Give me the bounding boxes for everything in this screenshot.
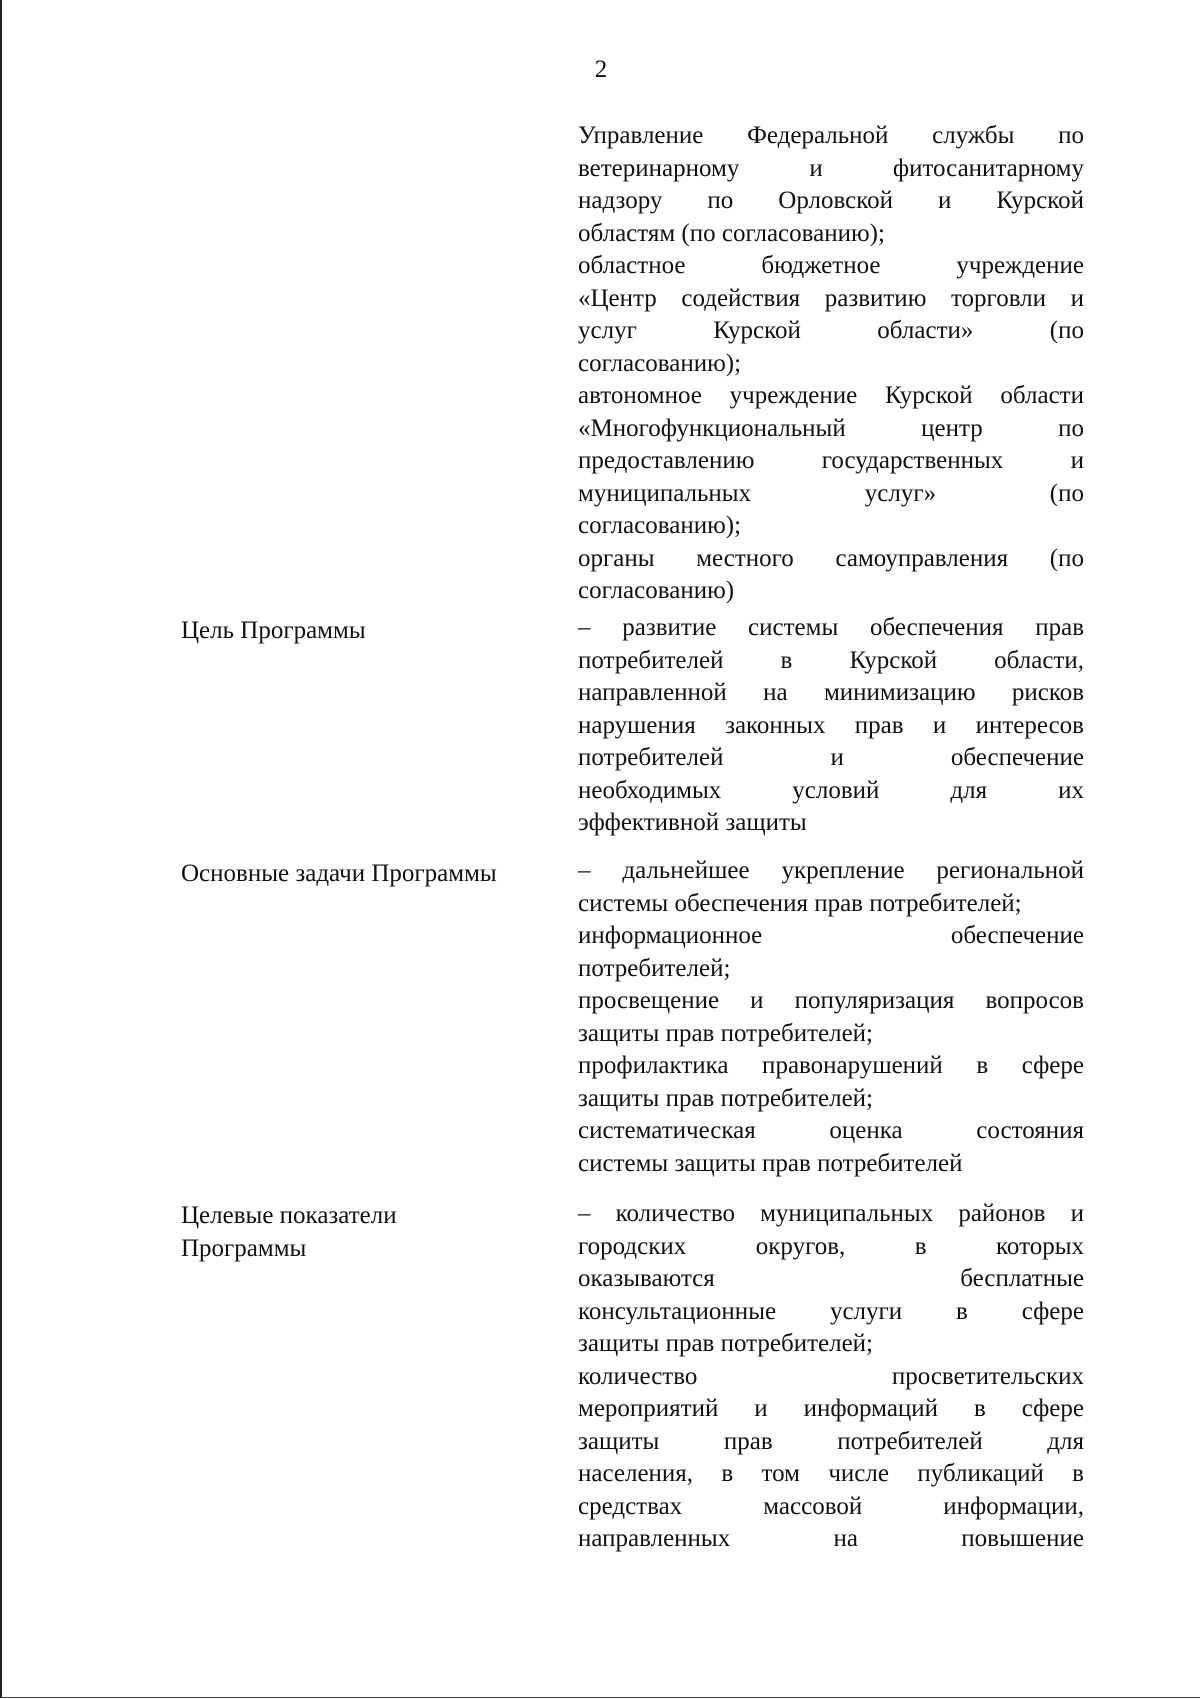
text-line: услуг Курской области» (по bbox=[578, 317, 1084, 344]
text-line: оказываются бесплатные bbox=[578, 1265, 1084, 1292]
text-line: количество просветительских bbox=[578, 1362, 1084, 1390]
text-line: – количество муниципальных районов и bbox=[578, 1200, 1084, 1227]
text-line: – развитие системы обеспечения прав bbox=[578, 614, 1084, 641]
participant-paragraph bbox=[578, 120, 1084, 250]
text-line: направленных на повышение bbox=[578, 1525, 1084, 1552]
text-line: системы защиты прав потребителей bbox=[578, 1149, 963, 1177]
text-line: Управление Федеральной службы по bbox=[578, 122, 1084, 149]
goal-text bbox=[578, 612, 1084, 840]
text-line: мероприятий и информаций в сфере bbox=[578, 1395, 1084, 1422]
text-line: согласованию); bbox=[578, 349, 742, 377]
text-line: просвещение и популяризация вопросов bbox=[578, 987, 1084, 1014]
page-number: 2 bbox=[594, 56, 608, 83]
task-paragraph bbox=[578, 855, 1084, 920]
text-line: областям (по согласованию); bbox=[578, 219, 885, 247]
text-line: надзору по Орловской и Курской bbox=[578, 187, 1084, 214]
text-line: направленной на минимизацию рисков bbox=[578, 679, 1084, 706]
text-line: предоставлению государственных и bbox=[578, 447, 1084, 474]
label-line: Целевые показатели bbox=[181, 1202, 397, 1229]
text-line: «Многофункциональный центр по bbox=[578, 414, 1084, 442]
participants-list bbox=[578, 120, 1084, 608]
text-line: информационное обеспечение bbox=[578, 922, 1084, 949]
text-line: согласованию); bbox=[578, 512, 742, 539]
label-line: Программы bbox=[181, 1234, 307, 1262]
participant-paragraph bbox=[578, 380, 1084, 543]
text-line: средствах массовой информации, bbox=[578, 1492, 1084, 1520]
text-line: муниципальных услуг» (по bbox=[578, 479, 1084, 507]
task-paragraph bbox=[578, 985, 1084, 1050]
task-paragraph bbox=[578, 1115, 1084, 1180]
text-line: ветеринарному и фитосанитарному bbox=[578, 154, 1084, 182]
tasks-text bbox=[578, 855, 1084, 1180]
text-line: согласованию) bbox=[578, 577, 735, 604]
text-line: защиты прав потребителей; bbox=[578, 1330, 873, 1357]
text-line: систематическая оценка состояния bbox=[578, 1117, 1084, 1144]
text-line: защиты прав потребителей; bbox=[578, 1019, 873, 1047]
text-line: городских округов, в которых bbox=[578, 1232, 1084, 1260]
text-line: населения, в том числе публикаций в bbox=[578, 1460, 1084, 1487]
text-line: нарушения законных прав и интересов bbox=[578, 711, 1084, 739]
text-line: потребителей в Курской области, bbox=[578, 646, 1084, 674]
indicator-paragraph bbox=[578, 1361, 1084, 1556]
section-label-goal: Цель Программы bbox=[181, 617, 366, 644]
text-line: областное бюджетное учреждение bbox=[578, 252, 1084, 279]
text-line: системы обеспечения прав потребителей; bbox=[578, 889, 1022, 917]
text-line: защиты прав потребителей; bbox=[578, 1084, 873, 1112]
text-line: – дальнейшее укрепление региональной bbox=[578, 857, 1084, 884]
section-label-tasks: Основные задачи Программы bbox=[181, 860, 497, 887]
text-line: потребителей; bbox=[578, 954, 731, 982]
text-line: автономное учреждение Курской области bbox=[578, 382, 1084, 409]
goal-paragraph bbox=[578, 612, 1084, 840]
text-line: профилактика правонарушений в сфере bbox=[578, 1052, 1084, 1079]
task-paragraph bbox=[578, 920, 1084, 985]
participant-paragraph bbox=[578, 250, 1084, 380]
text-line: эффективной защиты bbox=[578, 809, 807, 836]
text-line: консультационные услуги в сфере bbox=[578, 1297, 1084, 1325]
indicators-text bbox=[578, 1198, 1084, 1556]
text-line: «Центр содействия развитию торговли и bbox=[578, 284, 1084, 312]
indicator-paragraph bbox=[578, 1198, 1084, 1361]
text-line: защиты прав потребителей для bbox=[578, 1427, 1084, 1455]
text-line: потребителей и обеспечение bbox=[578, 744, 1084, 771]
task-paragraph bbox=[578, 1050, 1084, 1115]
text-line: необходимых условий для их bbox=[578, 776, 1084, 804]
text-line: органы местного самоуправления (по bbox=[578, 544, 1084, 572]
participant-paragraph bbox=[578, 543, 1084, 608]
section-label-indicators bbox=[181, 1200, 561, 1265]
